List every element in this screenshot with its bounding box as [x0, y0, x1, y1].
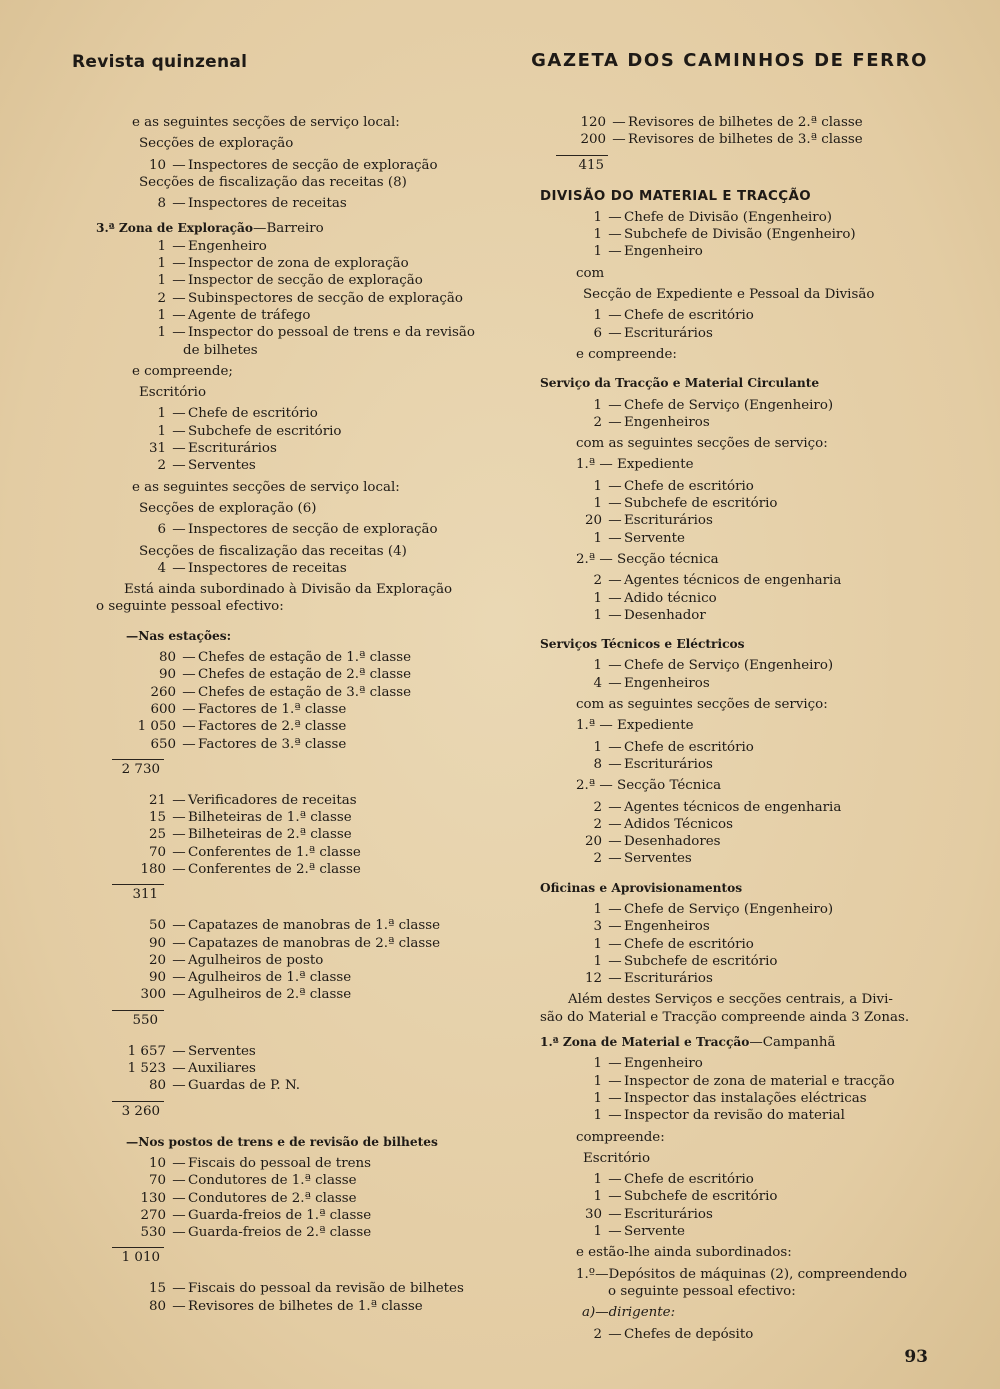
list-item: 1 — Chefe de escritório — [540, 936, 910, 953]
item-label: Agulheiros de 2.ª classe — [188, 987, 352, 1003]
list-item: 270 — Guarda-freios de 1.ª classe — [96, 1207, 466, 1224]
list-item: 2 — Serventes — [540, 850, 910, 867]
item-label: Chefe de escritório — [624, 739, 754, 755]
item-label: Inspector das instalações eléctricas — [624, 1090, 867, 1106]
item-label: Factores de 2.ª classe — [198, 719, 347, 735]
service-heading: Serviços Técnicos e Eléctricos — [540, 637, 745, 652]
item-count: 1 — [593, 1172, 602, 1188]
item-label: Conferentes de 2.ª classe — [188, 861, 361, 877]
item-count: 2 — [157, 458, 166, 474]
list-item: 2 — Subinspectores de secção de exploração — [96, 290, 466, 307]
item-count: 15 — [148, 810, 166, 826]
item-count: 8 — [593, 756, 602, 772]
item-label: Engenheiro — [624, 1056, 703, 1072]
item-label: Serventes — [188, 458, 256, 474]
item-label: Guarda-freios de 1.ª classe — [188, 1207, 372, 1223]
list-item: 4 — Engenheiros — [540, 675, 910, 692]
item-count: 1 — [593, 590, 602, 606]
list-block — [96, 917, 466, 1003]
text-line: Secções de fiscalização das receitas (4) — [139, 543, 407, 559]
list-item: 180 — Conferentes de 2.ª classe — [96, 861, 466, 878]
item-count: 1 — [593, 209, 602, 225]
item-count: 80 — [158, 650, 176, 666]
list-item: 1 — Subchefe de escritório — [540, 495, 910, 512]
item-label: Condutores de 1.ª classe — [188, 1173, 357, 1189]
item-count: 1 050 — [137, 719, 176, 735]
item-count: 1 — [593, 397, 602, 413]
list-item: 1 — Engenheiro — [540, 243, 910, 260]
item-count: 20 — [584, 834, 602, 850]
list-item: 50 — Capatazes de manobras de 1.ª classe — [96, 917, 466, 934]
list-item: 10 — Inspectores de secção de exploração — [148, 157, 438, 173]
list-item: 6 — Escriturários — [540, 325, 910, 342]
service-heading: Oficinas e Aprovisionamentos — [540, 880, 743, 895]
total-value: 311 — [132, 887, 158, 903]
zone-heading: 1.ª Zona de Material e Tracção—Campanhã — [540, 1035, 836, 1051]
list-block — [540, 901, 910, 987]
item-label: Escriturários — [188, 441, 277, 457]
list-block — [540, 114, 910, 149]
item-count: 1 — [593, 1056, 602, 1072]
item-label: Verificadores de receitas — [188, 792, 357, 808]
item-count: 120 — [580, 115, 606, 130]
item-label: Adido técnico — [624, 590, 717, 606]
list-item: 15 — Bilheteiras de 1.ª classe — [96, 809, 466, 826]
item-label: Serventes — [624, 851, 692, 867]
item-label: Capatazes de manobras de 1.ª classe — [188, 918, 441, 934]
item-label: Chefes de estação de 2.ª classe — [198, 667, 412, 683]
list-block — [540, 478, 910, 547]
item-label: Subchefe de escritório — [188, 423, 342, 439]
list-item: 1 — Chefe de escritório — [540, 739, 910, 756]
item-count: 130 — [140, 1190, 166, 1206]
item-count: 1 — [593, 607, 602, 623]
list-item: 90 — Agulheiros de 1.ª classe — [96, 969, 466, 986]
division-heading: DIVISÃO DO MATERIAL E TRACÇÃO — [540, 188, 812, 204]
running-header-left: Revista quinzenal — [72, 52, 248, 72]
list-item: 1 — Chefe de Divisão (Engenheiro) — [540, 209, 910, 226]
list-item: 1 657 — Serventes — [96, 1043, 466, 1060]
list-item: 2 — Engenheiros — [540, 414, 910, 431]
item-count: 1 — [593, 496, 602, 512]
text-line: Secções de fiscalização das receitas (8) — [139, 174, 407, 190]
text-line: com as seguintes secções de serviço: — [576, 697, 828, 713]
list-item: 8 — Escriturários — [540, 756, 910, 773]
list-item: 1 — Servente — [540, 530, 910, 547]
item-count: 90 — [158, 667, 176, 683]
item-count: 2 — [593, 799, 602, 815]
item-label: Fiscais do pessoal da revisão de bilhetes — [188, 1281, 464, 1297]
list-item: 3 — Engenheiros — [540, 918, 910, 935]
list-item: 600 — Factores de 1.ª classe — [96, 701, 466, 718]
list-block — [540, 657, 910, 692]
list-item: 1 — Chefe de escritório — [96, 405, 466, 422]
running-header-right: GAZETA DOS CAMINHOS DE FERRO — [531, 50, 928, 71]
item-label: Revisores de bilhetes de 1.ª classe — [188, 1298, 423, 1314]
item-count: 1 — [593, 901, 602, 917]
item-label: Agentes técnicos de engenharia — [624, 573, 842, 589]
item-label: Inspector de zona de material e tracção — [624, 1073, 895, 1089]
list-item: 1 — Inspector de zona de material e tracção — [540, 1073, 910, 1090]
item-label: Desenhadores — [624, 834, 721, 850]
item-label: Subchefe de escritório — [624, 953, 778, 969]
list-item: 1 — Chefe de escritório — [540, 478, 910, 495]
list-item: 20 — Agulheiros de posto — [96, 952, 466, 969]
text-line: 1.º—Depósitos de máquinas (2), compreendendo — [576, 1266, 908, 1282]
text-line: de bilhetes — [183, 342, 258, 358]
list-block — [540, 739, 910, 774]
list-item: 1 — Chefe de escritório — [540, 1171, 910, 1188]
item-count: 1 — [593, 658, 602, 674]
text-line: Secções de exploração — [139, 136, 294, 152]
item-label: Agente de tráfego — [188, 307, 311, 323]
item-label: Engenheiro — [624, 244, 703, 260]
item-count: 300 — [140, 987, 166, 1003]
item-label: Factores de 3.ª classe — [198, 736, 347, 752]
item-count: 1 — [593, 308, 602, 324]
item-label: Chefe de Serviço (Engenheiro) — [624, 658, 834, 674]
item-label: Servente — [624, 1224, 685, 1240]
item-count: 15 — [148, 1281, 166, 1297]
item-label: Subinspectores de secção de exploração — [188, 290, 463, 306]
list-item: 300 — Agulheiros de 2.ª classe — [96, 986, 466, 1003]
list-item: 1 — Chefe de Serviço (Engenheiro) — [540, 397, 910, 414]
list-item: 1 — Desenhador — [540, 607, 910, 624]
item-count: 1 — [593, 936, 602, 952]
item-label: Bilheteiras de 2.ª classe — [188, 827, 352, 843]
item-label: Chefe de escritório — [188, 406, 318, 422]
right-column — [540, 114, 910, 1343]
item-label: Agulheiros de posto — [188, 952, 324, 968]
list-item: 90 — Chefes de estação de 2.ª classe — [96, 666, 466, 683]
item-label: Escriturários — [624, 325, 713, 341]
item-count: 1 — [157, 307, 166, 323]
list-item: 1 — Inspector de secção de exploração — [96, 272, 466, 289]
item-count: 30 — [584, 1206, 602, 1222]
text-line: Além destes Serviços e secções centrais, a Divi- — [568, 992, 893, 1008]
item-label: Fiscais do pessoal de trens — [188, 1155, 372, 1171]
item-label: Serventes — [188, 1043, 256, 1059]
item-count: 12 — [584, 971, 602, 987]
item-count: 2 — [157, 290, 166, 306]
list-item: 2 — Chefes de depósito — [593, 1326, 754, 1342]
service-heading: Serviço da Tracção e Material Circulante — [540, 376, 820, 391]
item-count: 1 — [157, 325, 166, 341]
item-count: 90 — [148, 970, 166, 986]
item-count: 1 — [593, 244, 602, 260]
item-count: 1 523 — [127, 1061, 166, 1077]
list-item: 12 — Escriturários — [540, 970, 910, 987]
text-line: e compreende: — [576, 346, 677, 362]
list-block — [540, 307, 910, 342]
item-label: Escriturários — [624, 971, 713, 987]
total-value: 550 — [132, 1012, 158, 1028]
item-count: 600 — [150, 701, 176, 717]
item-count: 1 — [593, 478, 602, 494]
item-label: Desenhador — [624, 607, 706, 623]
item-count: 260 — [150, 684, 176, 700]
list-item: 4 — Inspectores de receitas — [157, 560, 347, 576]
list-item: 1 — Chefe de Serviço (Engenheiro) — [540, 657, 910, 674]
list-item: 1 — Chefe de escritório — [540, 307, 910, 324]
item-label: Bilheteiras de 1.ª classe — [188, 810, 352, 826]
list-item: 1 — Adido técnico — [540, 590, 910, 607]
item-label: Chefe de Serviço (Engenheiro) — [624, 397, 834, 413]
item-label: Auxiliares — [188, 1061, 256, 1077]
item-count: 1 — [593, 953, 602, 969]
list-item: 20 — Escriturários — [540, 512, 910, 529]
item-label: Chefes de estação de 3.ª classe — [198, 684, 412, 700]
item-label: Factores de 1.ª classe — [198, 701, 347, 717]
list-item: 2 — Serventes — [96, 457, 466, 474]
item-label: Inspector de zona de exploração — [188, 256, 409, 272]
text-line: 2.ª — Secção Técnica — [576, 778, 722, 794]
section-heading: —Nas estações: — [126, 628, 232, 643]
list-item: 1 — Inspector da revisão do material — [540, 1107, 910, 1124]
item-label: Engenheiros — [624, 675, 710, 691]
item-count: 1 — [157, 256, 166, 272]
list-item: 1 050 — Factores de 2.ª classe — [96, 718, 466, 735]
list-item: 1 — Subchefe de Divisão (Engenheiro) — [540, 226, 910, 243]
list-block — [96, 1043, 466, 1095]
item-label: Agentes técnicos de engenharia — [624, 799, 842, 815]
item-label: Escriturários — [624, 513, 713, 529]
item-label: Escriturários — [624, 756, 713, 772]
list-item: 130 — Condutores de 2.ª classe — [96, 1190, 466, 1207]
item-count: 1 — [593, 1224, 602, 1240]
list-item: 1 — Agente de tráfego — [96, 307, 466, 324]
item-count: 530 — [140, 1225, 166, 1241]
item-count: 80 — [148, 1078, 166, 1094]
list-item: 2 — Adidos Técnicos — [540, 816, 910, 833]
item-label: Subchefe de escritório — [624, 496, 778, 512]
list-item: 1 — Subchefe de escritório — [540, 953, 910, 970]
list-item: 6 — Inspectores de secção de exploração — [157, 522, 438, 538]
item-label: Conferentes de 1.ª classe — [188, 844, 361, 860]
total-value: 3 260 — [121, 1103, 160, 1119]
item-count: 270 — [140, 1207, 166, 1223]
list-block — [96, 1280, 466, 1315]
item-count: 10 — [148, 1155, 166, 1171]
text-line: Secções de exploração (6) — [139, 500, 317, 516]
list-item: 1 — Chefe de Serviço (Engenheiro) — [540, 901, 910, 918]
total-value: 1 010 — [121, 1250, 160, 1266]
list-item: 80 — Guardas de P. N. — [96, 1077, 466, 1094]
total-value: 2 730 — [121, 761, 160, 777]
item-label: Engenheiros — [624, 414, 710, 430]
list-item: 70 — Condutores de 1.ª classe — [96, 1172, 466, 1189]
item-count: 70 — [148, 1173, 166, 1189]
item-count: 70 — [148, 844, 166, 860]
item-label: Chefes de estação de 1.ª classe — [198, 650, 412, 666]
list-item: 90 — Capatazes de manobras de 2.ª classe — [96, 935, 466, 952]
list-block — [540, 572, 910, 624]
list-item: 2 — Agentes técnicos de engenharia — [540, 572, 910, 589]
list-item: 15 — Fiscais do pessoal da revisão de bilhetes — [96, 1280, 466, 1297]
item-count: 90 — [148, 935, 166, 951]
item-label: Inspector de secção de exploração — [188, 273, 423, 289]
section-heading: —Nos postos de trens e de revisão de bilhetes — [126, 1134, 438, 1149]
item-label: Agulheiros de 1.ª classe — [188, 970, 352, 986]
item-count: 1 — [593, 1108, 602, 1124]
item-count: 180 — [140, 861, 166, 877]
total-value: 415 — [578, 157, 604, 173]
item-count: 1 — [593, 1189, 602, 1205]
item-count: 2 — [593, 414, 602, 430]
item-count: 1 — [157, 238, 166, 254]
item-label: Revisores de bilhetes de 2.ª classe — [628, 115, 863, 130]
item-count: 1 — [593, 530, 602, 546]
text-line: são do Material e Tracção compreende ainda 3 Zonas. — [540, 1009, 910, 1025]
item-label: Revisores de bilhetes de 3.ª classe — [628, 132, 863, 148]
item-label: Inspector da revisão do material — [624, 1108, 845, 1124]
text-line: o seguinte pessoal efectivo: — [96, 599, 284, 615]
list-block — [96, 405, 466, 474]
list-item: 80 — Revisores de bilhetes de 1.ª classe — [96, 1298, 466, 1315]
left-column — [96, 114, 475, 1315]
item-label: Chefe de escritório — [624, 936, 754, 952]
item-count: 650 — [150, 736, 176, 752]
item-label: Subchefe de Divisão (Engenheiro) — [624, 227, 856, 243]
item-label: Servente — [624, 530, 685, 546]
list-item: 1 — Servente — [540, 1223, 910, 1240]
list-block — [540, 397, 910, 432]
item-count: 1 — [593, 227, 602, 243]
item-count: 20 — [584, 513, 602, 529]
list-item: 10 — Fiscais do pessoal de trens — [96, 1155, 466, 1172]
item-count: 31 — [148, 441, 166, 457]
text-line: 2.ª — Secção técnica — [576, 551, 719, 567]
text-line: Está ainda subordinado à Divisão da Exploração — [124, 582, 453, 598]
text-line: e as seguintes secções de serviço local: — [132, 479, 400, 495]
list-block — [96, 238, 475, 342]
item-count: 4 — [593, 675, 602, 691]
item-count: 80 — [148, 1298, 166, 1314]
item-count: 6 — [593, 325, 602, 341]
item-count: 3 — [593, 919, 602, 935]
list-item: 1 — Subchefe de escritório — [540, 1188, 910, 1205]
page-number: 93 — [904, 1347, 928, 1367]
list-block — [540, 1055, 910, 1124]
list-item: 200 — Revisores de bilhetes de 3.ª classe — [540, 131, 910, 148]
item-label: Engenheiros — [624, 919, 710, 935]
item-label: Capatazes de manobras de 2.ª classe — [188, 935, 441, 951]
text-line: o seguinte pessoal efectivo: — [608, 1283, 796, 1299]
list-item: 31 — Escriturários — [96, 440, 466, 457]
text-line: e as seguintes secções de serviço local: — [132, 115, 400, 130]
item-count: 1 — [593, 739, 602, 755]
item-label: Adidos Técnicos — [624, 816, 733, 832]
list-item: 21 — Verificadores de receitas — [96, 792, 466, 809]
list-item: 25 — Bilheteiras de 2.ª classe — [96, 826, 466, 843]
text-line: compreende: — [576, 1129, 665, 1145]
item-label: Condutores de 2.ª classe — [188, 1190, 357, 1206]
text-line: e compreende; — [132, 363, 233, 379]
list-item: 1 — Inspector do pessoal de trens e da revisão — [96, 324, 466, 341]
text-line: Secção de Expediente e Pessoal da Divisão — [583, 287, 875, 303]
text-line: com — [576, 265, 605, 281]
text-line: a)—dirigente: — [582, 1305, 676, 1321]
item-label: Engenheiro — [188, 238, 267, 254]
list-item: 1 523 — Auxiliares — [96, 1060, 466, 1077]
item-count: 50 — [148, 918, 166, 934]
item-label: Chefe de escritório — [624, 478, 754, 494]
zone-heading: 3.ª Zona de Exploração—Barreiro — [96, 221, 324, 237]
item-label: Chefe de escritório — [624, 308, 754, 324]
list-block — [540, 799, 910, 868]
list-item: 1 — Subchefe de escritório — [96, 423, 466, 440]
list-item: 2 — Agentes técnicos de engenharia — [540, 799, 910, 816]
text-line: com as seguintes secções de serviço: — [576, 436, 828, 452]
list-item: 1 — Engenheiro — [540, 1055, 910, 1072]
text-line: Escritório — [139, 385, 207, 401]
list-item: 530 — Guarda-freios de 2.ª classe — [96, 1224, 466, 1241]
item-label: Chefe de Divisão (Engenheiro) — [624, 209, 832, 225]
item-count: 2 — [593, 573, 602, 589]
list-block — [96, 1155, 466, 1241]
item-label: Guarda-freios de 2.ª classe — [188, 1225, 372, 1241]
item-label: Chefe de escritório — [624, 1172, 754, 1188]
item-count: 25 — [148, 827, 166, 843]
text-line: Escritório — [583, 1150, 651, 1166]
list-item: 8 — Inspectores de receitas — [157, 196, 347, 212]
item-count: 1 657 — [127, 1043, 166, 1059]
item-count: 20 — [148, 952, 166, 968]
list-block — [540, 209, 910, 261]
item-count: 200 — [580, 132, 606, 148]
list-item: 1 — Engenheiro — [96, 238, 466, 255]
item-count: 21 — [148, 792, 166, 808]
list-item: 260 — Chefes de estação de 3.ª classe — [96, 684, 466, 701]
item-label: Escriturários — [624, 1206, 713, 1222]
item-count: 2 — [593, 816, 602, 832]
list-item: 30 — Escriturários — [540, 1206, 910, 1223]
text-line: e estão-lhe ainda subordinados: — [576, 1245, 792, 1261]
list-item: 1 — Inspector de zona de exploração — [96, 255, 466, 272]
item-label: Inspector do pessoal de trens e da revisão — [188, 325, 475, 341]
item-count: 2 — [593, 851, 602, 867]
item-count: 1 — [593, 1090, 602, 1106]
item-label: Subchefe de escritório — [624, 1189, 778, 1205]
item-label: Chefe de Serviço (Engenheiro) — [624, 901, 834, 917]
list-item: 650 — Factores de 3.ª classe — [96, 736, 466, 753]
list-item: 80 — Chefes de estação de 1.ª classe — [96, 649, 466, 666]
item-count: 1 — [157, 406, 166, 422]
text-line: 1.ª — Expediente — [576, 718, 694, 734]
text-line: 1.ª — Expediente — [576, 457, 694, 473]
item-label: Guardas de P. N. — [188, 1078, 301, 1094]
list-block — [96, 649, 466, 753]
list-item: 1 — Inspector das instalações eléctricas — [540, 1090, 910, 1107]
list-item: 70 — Conferentes de 1.ª classe — [96, 844, 466, 861]
list-item: 120 — Revisores de bilhetes de 2.ª classe — [540, 114, 910, 131]
item-count: 1 — [157, 273, 166, 289]
item-count: 1 — [593, 1073, 602, 1089]
list-block — [540, 1171, 910, 1240]
item-count: 1 — [157, 423, 166, 439]
list-item: 20 — Desenhadores — [540, 833, 910, 850]
list-block — [96, 792, 466, 878]
